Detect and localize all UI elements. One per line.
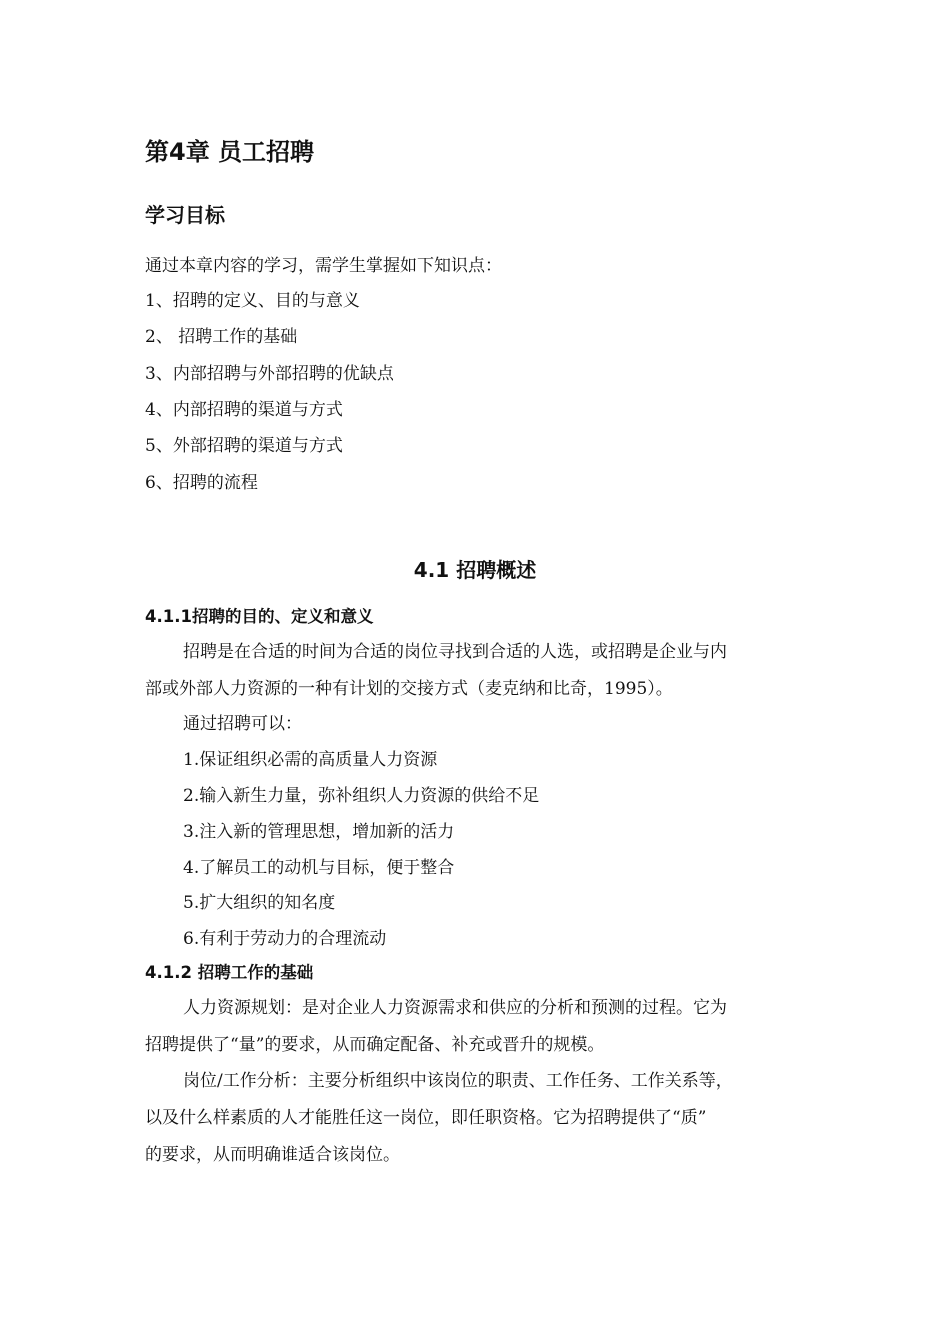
list-item: 3.注入新的管理思想，增加新的活力 xyxy=(183,822,455,842)
objective-item: 6、招聘的流程 xyxy=(145,473,258,493)
paragraph-line: 的要求，从而明确谁适合该岗位。 xyxy=(145,1145,400,1165)
chapter-title: 第4章 员工招聘 xyxy=(145,138,315,166)
paragraph-line: 招聘提供了“量”的要求，从而确定配备、补充或晋升的规模。 xyxy=(145,1035,605,1055)
paragraph-line: 以及什么样素质的人才能胜任这一岗位，即任职资格。它为招聘提供了“质” xyxy=(145,1108,707,1128)
objective-item: 4、内部招聘的渠道与方式 xyxy=(145,400,343,420)
list-item: 6.有利于劳动力的合理流动 xyxy=(183,929,387,949)
subsection-title: 4.1.1招聘的目的、定义和意义 xyxy=(145,607,374,626)
list-item: 1.保证组织必需的高质量人力资源 xyxy=(183,750,438,770)
objective-item: 1、招聘的定义、目的与意义 xyxy=(145,291,360,311)
objective-item: 5、外部招聘的渠道与方式 xyxy=(145,436,343,456)
paragraph-line: 部或外部人力资源的一种有计划的交接方式（麦克纳和比奇，1995）。 xyxy=(145,679,673,699)
list-item: 5.扩大组织的知名度 xyxy=(183,893,336,913)
objective-item: 2、 招聘工作的基础 xyxy=(145,327,298,347)
list-lead: 通过招聘可以： xyxy=(183,714,302,734)
subsection-title: 4.1.2 招聘工作的基础 xyxy=(145,963,314,982)
list-item: 2.输入新生力量，弥补组织人力资源的供给不足 xyxy=(183,786,540,806)
objectives-intro: 通过本章内容的学习，需学生掌握如下知识点： xyxy=(145,256,502,276)
list-item: 4.了解员工的动机与目标，便于整合 xyxy=(183,858,455,878)
section-title: 4.1 招聘概述 xyxy=(413,558,537,582)
objectives-heading: 学习目标 xyxy=(145,203,225,227)
objective-item: 3、内部招聘与外部招聘的优缺点 xyxy=(145,364,394,384)
paragraph-line: 招聘是在合适的时间为合适的岗位寻找到合适的人选，或招聘是企业与内 xyxy=(183,642,727,662)
paragraph-line: 人力资源规划：是对企业人力资源需求和供应的分析和预测的过程。它为 xyxy=(183,998,727,1018)
paragraph-line: 岗位/工作分析：主要分析组织中该岗位的职责、工作任务、工作关系等， xyxy=(183,1071,733,1091)
